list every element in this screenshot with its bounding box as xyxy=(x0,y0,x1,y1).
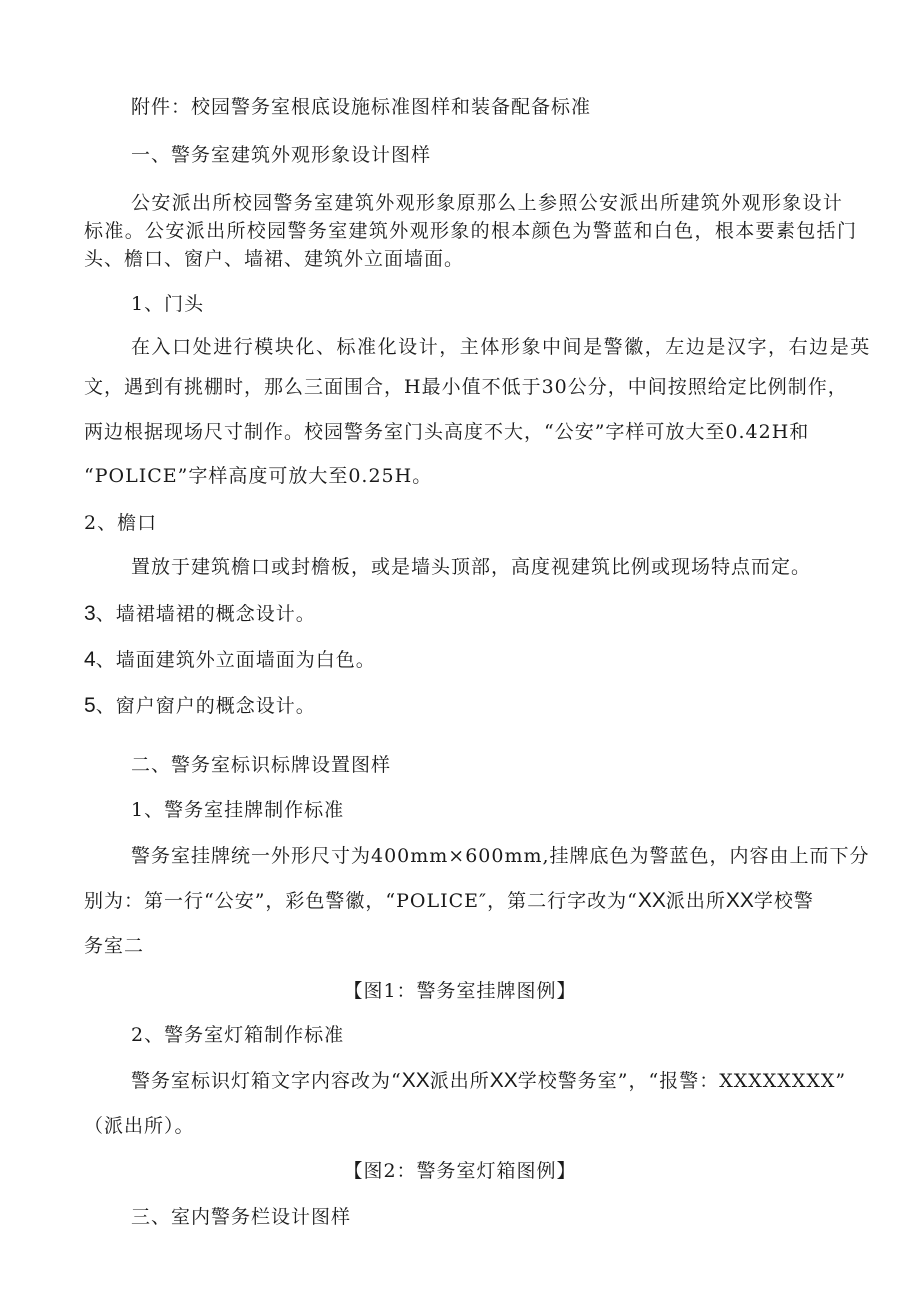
item-4-text: 、墙面建筑外立面墙面为白色。 xyxy=(95,649,376,671)
item-5-text: 、窗户窗户的概念设计。 xyxy=(95,695,316,717)
item-5 xyxy=(84,692,316,720)
placeholder-xx: XX xyxy=(725,889,754,912)
placeholder-xx: XX xyxy=(489,1069,518,1092)
section-2-sub-2-line: （派出所）。 xyxy=(84,1115,195,1137)
placeholder-xx: XX xyxy=(637,889,666,912)
section-2-heading: 二、警务室标识标牌设置图样 xyxy=(131,754,392,776)
attachment-title: 附件：校园警务室根底设施标准图样和装备配备标准 xyxy=(131,96,592,118)
item-1-line: “POLICE”字样高度可放大至0.25H。 xyxy=(84,465,433,487)
text-run: 学校警务室”，“报警：XXXXXXXX” xyxy=(517,1070,847,1092)
item-3-text: 、墙裙墙裙的概念设计。 xyxy=(95,603,316,625)
item-4 xyxy=(84,646,376,674)
text-run: 派出所 xyxy=(429,1070,490,1092)
section-2-sub-2-line xyxy=(131,1067,846,1095)
placeholder-xx: XX xyxy=(401,1069,430,1092)
item-4-number: 4 xyxy=(84,648,96,671)
section-1-paragraph-line: 公安派出所校园警务室建筑外观形象原那么上参照公安派出所建筑外观形象设计 xyxy=(131,192,844,214)
text-run: 学校警 xyxy=(753,890,814,912)
item-5-number: 5 xyxy=(84,694,96,717)
section-1-paragraph-line: 标准。公安派出所校园警务室建筑外观形象的根本颜色为警蓝和白色，根本要素包括门 xyxy=(84,220,858,242)
section-2-sub-1-line xyxy=(84,887,814,915)
figure-1-caption: 【图1：警务室挂牌图例】 xyxy=(343,980,577,1002)
section-1-heading: 一、警务室建筑外观形象设计图样 xyxy=(131,144,432,166)
item-1-line: 两边根据现场尺寸制作。校园警务室门头高度不大，“公安”字样可放大至0.42H和 xyxy=(84,421,810,443)
section-1-paragraph-line: 头、檐口、窗户、墙裙、建筑外立面墙面。 xyxy=(84,248,465,270)
section-2-sub-1-line: 警务室挂牌统一外形尺寸为400mm×600mm,挂牌底色为警蓝色，内容由上而下分 xyxy=(131,845,870,867)
section-2-sub-1-heading: 1、警务室挂牌制作标准 xyxy=(131,799,345,821)
item-1-heading: 1、门头 xyxy=(131,293,205,315)
item-1-line: 文，遇到有挑棚时，那么三面围合，H最小值不低于30公分，中间按照给定比例制作， xyxy=(84,376,848,398)
item-2-heading: 2、檐口 xyxy=(84,512,158,534)
item-1-line: 在入口处进行模块化、标准化设计，主体形象中间是警徽，左边是汉字，右边是英 xyxy=(131,336,871,358)
section-3-heading: 三、室内警务栏设计图样 xyxy=(131,1206,352,1228)
item-3-number: 3 xyxy=(84,602,96,625)
figure-2-caption: 【图2：警务室灯箱图例】 xyxy=(343,1160,577,1182)
item-2-text: 置放于建筑檐口或封檐板，或是墙头顶部，高度视建筑比例或现场特点而定。 xyxy=(131,556,812,578)
text-run: 警务室标识灯箱文字内容改为“ xyxy=(131,1070,402,1092)
section-2-sub-2-heading: 2、警务室灯箱制作标准 xyxy=(131,1024,345,1046)
text-run: 别为：第一行“公安”，彩色警徽，“POLICE″，第二行字改为“ xyxy=(84,890,638,912)
section-2-sub-1-line: 务室二 xyxy=(84,935,145,957)
item-3 xyxy=(84,600,316,628)
text-run: 派出所 xyxy=(665,890,726,912)
